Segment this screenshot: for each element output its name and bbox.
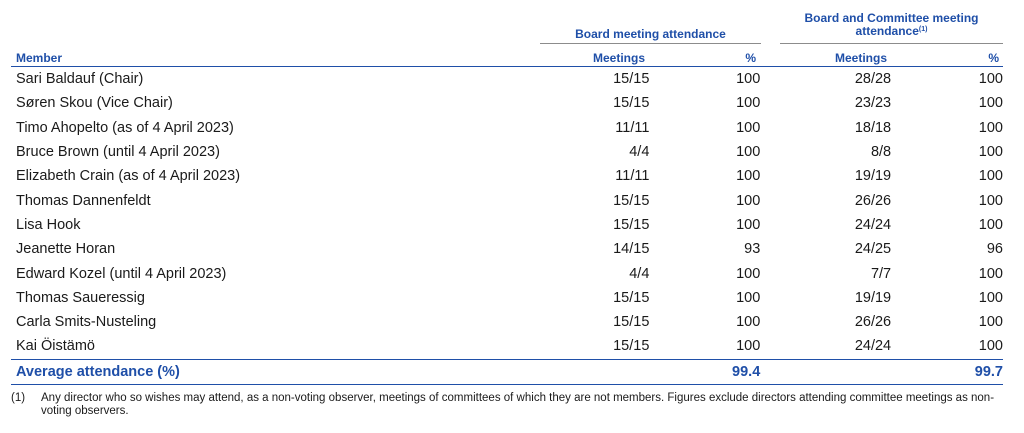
committee-meetings: 18/18 xyxy=(854,119,892,136)
committee-pct: 100 xyxy=(978,265,1003,282)
committee-group-label-line2: attendance xyxy=(855,24,919,38)
committee-pct: 96 xyxy=(986,241,1003,258)
board-pct: 100 xyxy=(736,265,761,282)
committee-pct: 100 xyxy=(978,338,1003,355)
committee-group-label-line1: Board and Committee meeting xyxy=(804,11,979,25)
table-row xyxy=(11,116,1003,140)
committee-meetings: 19/19 xyxy=(854,289,892,306)
average-label: Average attendance (%) xyxy=(11,359,545,384)
board-attendance-group-header xyxy=(540,22,761,44)
board-meetings: 15/15 xyxy=(613,338,650,355)
table-row xyxy=(11,261,1003,285)
committee-attendance-group-header xyxy=(780,12,1003,44)
attendance-table-block xyxy=(11,0,1003,380)
committee-meetings: 19/19 xyxy=(854,168,892,185)
board-pct: 100 xyxy=(736,192,761,209)
member-name: Lisa Hook xyxy=(16,216,81,233)
col-committee-meetings: Meetings xyxy=(834,51,887,65)
table-row xyxy=(11,310,1003,334)
board-group-rule xyxy=(540,43,761,44)
table-row xyxy=(11,213,1003,237)
committee-pct: 100 xyxy=(978,95,1003,112)
board-meetings: 15/15 xyxy=(613,216,650,233)
footnote-mark: (1) xyxy=(11,392,26,404)
table-row xyxy=(11,237,1003,261)
board-pct: 100 xyxy=(736,338,761,355)
board-meetings: 4/4 xyxy=(629,265,650,282)
average-board-meetings xyxy=(545,359,650,384)
member-name: Sari Baldauf (Chair) xyxy=(16,71,144,88)
member-name: Thomas Dannenfeldt xyxy=(16,192,151,209)
committee-pct: 100 xyxy=(978,144,1003,161)
average-committee-meetings xyxy=(760,359,891,384)
table-row xyxy=(11,188,1003,212)
table-row xyxy=(11,67,1003,91)
col-committee-pct: % xyxy=(988,51,999,65)
table-row xyxy=(11,91,1003,115)
committee-meetings: 7/7 xyxy=(870,265,892,282)
average-board-pct: 99.4 xyxy=(649,359,760,384)
committee-group-rule xyxy=(780,43,1003,44)
board-pct: 100 xyxy=(736,71,761,88)
board-pct: 100 xyxy=(736,144,761,161)
board-pct: 100 xyxy=(736,314,761,331)
board-meetings: 15/15 xyxy=(613,314,650,331)
table-row xyxy=(11,164,1003,188)
column-headers xyxy=(11,50,1003,66)
board-group-label: Board meeting attendance xyxy=(575,27,726,41)
member-name: Edward Kozel (until 4 April 2023) xyxy=(16,265,227,282)
committee-meetings: 24/24 xyxy=(854,338,892,355)
committee-pct: 100 xyxy=(978,71,1003,88)
board-pct: 93 xyxy=(744,241,761,258)
member-name: Thomas Saueressig xyxy=(16,289,145,306)
committee-meetings: 28/28 xyxy=(854,71,892,88)
member-name: Carla Smits-Nusteling xyxy=(16,314,157,331)
table-row xyxy=(11,334,1003,359)
member-name: Kai Öistämö xyxy=(16,338,95,355)
table-header xyxy=(11,0,1003,66)
committee-pct: 100 xyxy=(978,168,1003,185)
board-pct: 100 xyxy=(736,289,761,306)
committee-meetings: 23/23 xyxy=(854,95,892,112)
board-meetings: 15/15 xyxy=(613,192,650,209)
committee-pct: 100 xyxy=(978,216,1003,233)
committee-pct: 100 xyxy=(978,192,1003,209)
col-board-meetings: Meetings xyxy=(592,51,645,65)
board-pct: 100 xyxy=(736,168,761,185)
member-name: Jeanette Horan xyxy=(16,241,116,258)
board-pct: 100 xyxy=(736,119,761,136)
committee-meetings: 26/26 xyxy=(854,192,892,209)
member-name: Bruce Brown (until 4 April 2023) xyxy=(16,144,220,161)
board-meetings: 15/15 xyxy=(613,95,650,112)
footnote-ref: (1) xyxy=(918,26,928,33)
board-pct: 100 xyxy=(736,216,761,233)
col-member: Member xyxy=(16,51,63,65)
board-meetings: 14/15 xyxy=(613,241,650,258)
member-name: Timo Ahopelto (as of 4 April 2023) xyxy=(16,119,234,136)
member-name: Søren Skou (Vice Chair) xyxy=(16,95,173,112)
committee-pct: 100 xyxy=(978,289,1003,306)
committee-meetings: 26/26 xyxy=(854,314,892,331)
board-pct: 100 xyxy=(736,95,761,112)
committee-pct: 100 xyxy=(978,314,1003,331)
board-meetings: 15/15 xyxy=(613,289,650,306)
board-meetings: 11/11 xyxy=(615,168,650,185)
table-row xyxy=(11,140,1003,164)
attendance-table xyxy=(11,67,1003,385)
committee-pct: 100 xyxy=(978,119,1003,136)
col-board-pct: % xyxy=(745,51,756,65)
average-row xyxy=(11,359,1003,384)
member-name: Elizabeth Crain (as of 4 April 2023) xyxy=(16,168,241,185)
average-committee-pct: 99.7 xyxy=(891,359,1003,384)
footnote-text: Any director who so wishes may attend, as a non-voting observer, meetings of committees of which they are not members. Figures exclude directors attending committee meetings as non-voting observers. xyxy=(41,392,995,417)
table-row xyxy=(11,286,1003,310)
board-meetings: 15/15 xyxy=(613,71,650,88)
committee-meetings: 24/25 xyxy=(854,241,892,258)
board-meetings: 11/11 xyxy=(615,119,650,136)
committee-meetings: 8/8 xyxy=(870,144,892,161)
committee-meetings: 24/24 xyxy=(854,216,892,233)
board-meetings: 4/4 xyxy=(629,144,650,161)
